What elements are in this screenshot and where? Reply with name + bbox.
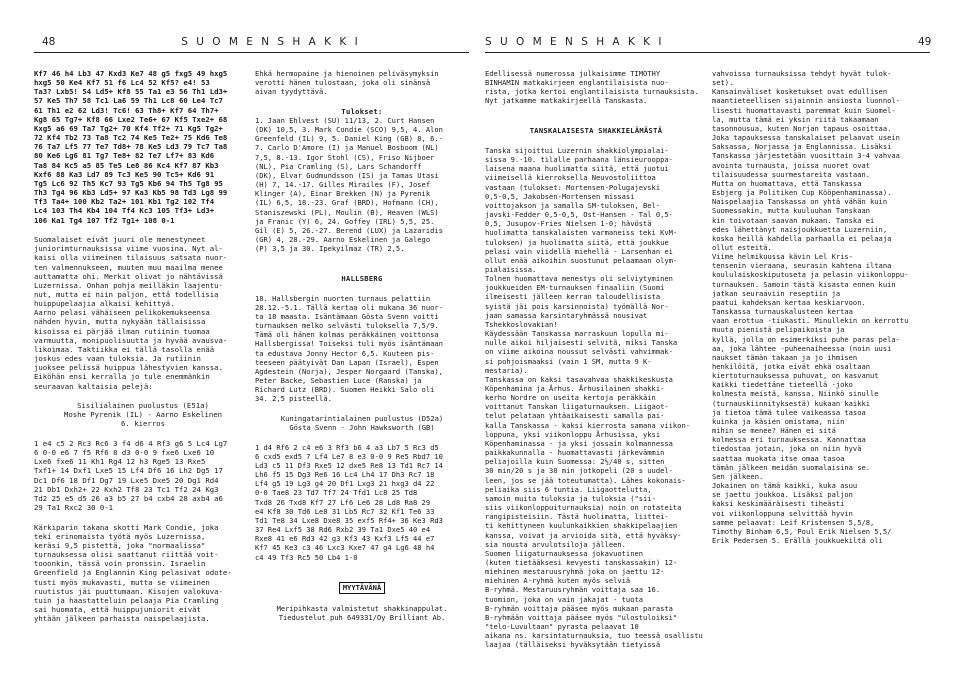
results-list-line: 7. Carlo D'Amore (I) ja Manuel Bosboom (NL)	[255, 143, 439, 153]
paragraph-hallsberg-line: 18. Hallsbergin nuorten turnaus pelattiin	[255, 293, 431, 303]
paragraph-tanska-body-line: telut pelataan yhtäaikaisesti samalla pai-	[485, 411, 665, 421]
paragraph-tanska-body-line: Tanska sijoittui Luzernin shakkiolympialai-	[485, 145, 669, 155]
paragraph-tanska-continued-line: kaksi keskimääräisesti tiheästi	[712, 499, 845, 509]
paragraph-junior-results-line: likoimaa. Taktiikka ei tällä tasolla enää	[34, 344, 215, 354]
paragraph-tanska-continued-line: edes lähettänyt naisjoukkuetta Luzerniin,	[712, 224, 888, 234]
game-heading-line: Moshe Pyrenik (IL) - Aarno Eskelinen	[63, 410, 223, 420]
game-moves-continuation-line: 72 Kf4 Tb2 73 Ta8 Tc2 74 Ke5 Te2+ 75 Kd6 Te8	[34, 133, 228, 143]
paragraph-junior-results-line: kaisi olla viimeinen tilaisuus satsata nuor-	[34, 253, 228, 263]
paragraph-tanska-body-line: miehinen A-ryhmä kuten myös selviä	[485, 576, 631, 586]
game-heading	[255, 414, 469, 432]
paragraph-tanska-continued-line: la, mutta tämä ei yksin riitä takaamaan	[712, 114, 879, 124]
paragraph-tanska-body-line: huolimatta tanskalaisten varmaneiss teki KvM-	[485, 228, 678, 238]
spacer	[255, 283, 469, 293]
paragraph-hallsberg-line: Richard Lutz (BRD). Suomen Heikki Salo oli	[255, 385, 435, 395]
paragraph-tanska-body-line: B-ryhmään voittaja pääsee myös "ulostuloiksi"	[485, 612, 678, 622]
paragraph-tanska-body-line: viimeisellä kierroksella Neuvostoliittoa	[485, 173, 656, 183]
paragraph-tanska-continued-line: Tanskassa turnauskalusteen kertaa	[712, 307, 853, 317]
results-list-line: Gil (E) 5, 26.-27. Berend (LUX) ja Lazaridis	[255, 225, 443, 235]
paragraph-tanska-body-line: miehinen mestaruusryhmä joka on jaettu 12-	[485, 567, 665, 577]
game-moves-pyrenik-eskelinen	[34, 439, 252, 512]
right-page-number: 49	[918, 36, 932, 48]
paragraph-tanska-continued-line: koululaiskoskiputuseta ja pelasin viikonloppu-	[712, 270, 909, 280]
ad-heading-wrap	[255, 582, 469, 593]
game-moves-continuation-line: Ta3? Lxb5! 54 Ld5+ Kf8 55 Ta1 e3 56 Th1 Ld3+	[34, 87, 228, 97]
paragraph-tanska-body-line: Köpenhaminassa - ja yksi jossain kolmannessa	[485, 438, 673, 448]
paragraph-intro-line: Edellisessä numerossa julkaisimme TIMOTHY	[485, 69, 661, 78]
paragraph-tanska-continued-line: (turnauskiinnityksestä) kukaan kaikki	[712, 398, 871, 408]
paragraph-tanska-continued-line: turnauksen. Samoin tästä kisasta ennen kuin	[712, 279, 896, 289]
game-moves-continuation-line: Tg5 Lc6 92 Th5 Kc7 93 Tg5 Kb6 94 Th5 Tg8 95	[34, 178, 223, 188]
paragraph-hallsberg-line: ta 18 maasta. Isäntämaan Gösta Svenn voitti	[255, 312, 439, 321]
paragraph-junior-results-line: juniorimturnauksissa viime vuosina. Nyt al-	[34, 244, 223, 254]
paragraph-hallsberg-line: 28.12.-5.1. Tällä kertaa oli mukana 36 nuor-	[255, 302, 443, 312]
game-moves-pyrenik-eskelinen-line: Lxe6 fxe6 11 Kh1 Rg4 12 h3 Rge5 13 Rxe5	[34, 457, 206, 467]
left-page-number: 48	[42, 36, 56, 48]
paragraph-junior-results-line: Aarno pelasi vähäiseen pelikokemukseensa	[34, 308, 210, 318]
paragraph-tanska-continued-line: vaan erottua -tiukasti. Minullekin on kerrottu	[712, 316, 909, 326]
paragraph-intro-line: aivan tyydyttävä.	[255, 87, 328, 97]
game-moves-svenn-hawksworth-line: c4 49 Tf3 Rc5 50 Lb4 1-0	[255, 552, 358, 562]
paragraph-tanska-body-line: kerho Nordre on useita kertoja peräkkäin	[485, 393, 656, 403]
paragraph-condie-line: tuin ja haastatteluin pelaaja Pia Cramling	[34, 595, 219, 605]
paragraph-tanska-body-line: pelasi vain viidellä miehellä - Larsenhan ei	[485, 246, 673, 256]
paragraph-junior-results-line: nut, mutta ei niin paljon, että todellisia	[34, 289, 219, 299]
paragraph-tanska-continued-line: samme pelaavat: Leif Kristensen 5,5/8,	[712, 517, 875, 527]
paragraph-tanska-continued-line: saattaa muokata itse omaa tasoa	[712, 453, 845, 463]
paragraph-tanska-body-line: aikana ns. karsintaturnauksia, tuo teessä osallistu	[485, 631, 703, 641]
paragraph-junior-results-line: kisoissa ei pärjää ilman rutiinin tuomaa	[34, 326, 210, 336]
paragraph-tanska-continued-line: paatui kahdeksan kertaa keskiarvoon.	[712, 297, 866, 307]
paragraph-tanska-body-line: sia nousta arvulotsiloja jälleen.	[485, 539, 626, 549]
game-moves-svenn-hawksworth-line: 6 cxd5 exd5 7 Lf4 Le7 8 e3 0-0 9 Re5 Rbd7 10	[255, 451, 443, 461]
results-list	[255, 116, 469, 253]
game-moves-svenn-hawksworth-line: Ld3 c5 11 Df3 Rxe5 12 dxe5 Re8 13 Td1 Rc7 14	[255, 460, 443, 470]
paragraph-tanska-body-line: paikkakunnalla - huomattavasti järkevämmin	[485, 448, 665, 458]
paragraph-tanska-continued-line: tilaisuudessa suurmestareita vastaan.	[712, 169, 871, 179]
ad-heading: MYYTÄVÄNÄ	[339, 582, 385, 593]
left-header-rule	[34, 52, 469, 53]
game-moves-pyrenik-eskelinen-line: 21 Db1 Dxh2+ 22 Kxh2 Tf8 23 Tc1 Tf2 24 Kg3	[34, 484, 219, 494]
paragraph-junior-results-line: Luzernissa. Onhan pohja meilläkin laajentu-	[34, 280, 223, 290]
paragraph-tanska-continued-line: kolmesta meistä, kanssa. Niinkö sinulle	[712, 389, 879, 399]
paragraph-tanska-continued-line: set).	[712, 78, 734, 88]
paragraph-tanska-body-line: syistä jäi pois karsinnoista) työmällä Nor-	[485, 301, 669, 311]
paragraph-hallsberg	[255, 294, 469, 404]
game-moves-svenn-hawksworth-line: Lf4 g5 19 Lg3 g4 20 Df1 Lxg3 21 hxg3 d4 22	[255, 479, 435, 489]
paragraph-tanska-continued-line: mihin se menee? Hänen ei sitä	[712, 426, 836, 436]
game-moves-svenn-hawksworth-line: 0-0 Tae8 23 Td7 Tf7 24 Tfd1 Lc8 25 Td8	[255, 488, 418, 498]
game-heading-line: Sisilialainen puolustus (E51a)	[77, 401, 209, 411]
paragraph-tanska-continued-line: Tanskassa järjestetään vuosittain 3-4 vahvaa	[712, 151, 900, 161]
spacer	[255, 432, 469, 442]
paragraph-tanska-body-line: B-ryhmä. Mestaruusryhmän voittaja saa 16.	[485, 585, 661, 595]
paragraph-tanska-body-line: kalla Tanskassa - kaksi kierrosta samana viikon-	[485, 420, 690, 430]
paragraph-tanska-body-line: laajaa (tälläiseksi hyväksytään tietyissä	[485, 640, 661, 650]
paragraph-condie-line: teki erinomaista työtä myös Luzernissa,	[34, 531, 206, 541]
paragraph-junior-results-line: seuraavan kaltaisia pelejä:	[34, 381, 153, 391]
paragraph-tanska-body-line: on viime aikoina noussut selvästi vahvimmak-	[485, 347, 673, 357]
paragraph-tanska-body-line: sissa 9.-10. tilalle parhaana länsieurooppa-	[485, 155, 673, 165]
paragraph-tanska-continued-line: se jaettu joukkoa. Lisäksi paljon	[712, 490, 853, 500]
spacer	[34, 429, 252, 439]
paragraph-tanska-continued-line: Jokainen on tämä kaikki, kuka asuu	[712, 481, 858, 491]
spacer	[255, 96, 469, 106]
paragraph-tanska-body-line: ilmeisesti jälleen kerran taloudellisista	[485, 292, 661, 302]
game-moves-pyrenik-eskelinen-line: Td2 25 e5 d5 26 a3 b5 27 b4 cxb4 28 axb4 a6	[34, 493, 223, 503]
results-list-line: Staniszewski (PL), Moulin (B), Heaven (WLS)	[255, 207, 439, 217]
paragraph-tanska-body-line: Käydessään Tanskassa marraskuun lopulla mi-	[485, 329, 669, 339]
paragraph-condie-line: tooonkin, tässä voin pronssin. Israelin	[34, 559, 206, 569]
paragraph-tanska-body-line: mestaria).	[485, 365, 528, 375]
paragraph-intro	[255, 69, 469, 96]
spacer	[34, 225, 252, 235]
paragraph-condie-line: Kärkiparin takana skotti Mark Condie, joka	[34, 522, 219, 532]
paragraph-tanska-body-line: peliajoilla kuin Suomessa: 2½/40 s, sitten	[485, 457, 665, 467]
game-moves-continuation-line: Kg8 65 Tg7+ Kf8 66 Lxe2 Te6+ 67 Kf5 Txe2+ 68	[34, 114, 228, 124]
game-moves-svenn-hawksworth-line: Kf7 45 Ke3 c3 46 Lxc3 Kxe7 47 g4 Lg6 48 h4	[255, 543, 435, 553]
game-moves-continuation-line: 57 Ke5 Th7 58 Tc1 La6 59 Th1 Lc8 60 Le4 Tc7	[34, 96, 223, 106]
paragraph-hallsberg-line: Agdestein (Norja), Jesper Norgaard (Tanska),	[255, 366, 443, 376]
paragraph-intro-line: rista, jotka kertoi englantilaisista turnauksista.	[485, 87, 699, 97]
paragraph-tanska-body-line: tuomion, joka on vain jakajat - tuota	[485, 594, 644, 604]
hallsberg-heading: HALLSBERG	[341, 274, 383, 284]
game-moves-continuation-line: Tf3 Ta4+ 100 Kb2 Ta2+ 101 Kb1 Tg2 102 Tf4	[34, 197, 215, 207]
paragraph-tanska-body-line: ti kehittyneen kuulunkaikkien shakkipelaajien	[485, 521, 678, 531]
game-moves-svenn-hawksworth	[255, 443, 469, 562]
paragraph-condie-line: tusti myös mukavasti, mutta se viimeinen	[34, 577, 210, 587]
paragraph-tanska-continued-line: kiertoturnauksessa puhuvat, on kasvanut	[712, 371, 879, 381]
paragraph-intro	[485, 69, 707, 106]
paragraph-tanska-continued-line: maantieteellisen sijainnin ansiosta luonnol-	[712, 96, 900, 106]
paragraph-tanska-continued-line: kolmessa eri turnauksessa. Kannattaa	[712, 435, 866, 445]
paragraph-tanska-continued-line: kuinka ja käsien omistama, niin	[712, 416, 845, 426]
spacer	[255, 594, 469, 604]
paragraph-tanska-body-line: siis viikonloppuiturnauksia) noin on rotateita	[485, 503, 682, 513]
paragraph-junior-results-line: Suomalaiset eivät juuri ole menestyneet	[34, 235, 206, 245]
paragraph-junior-results-line: juoksee pelissä huippua lähestyvien kanssa.	[34, 363, 223, 373]
results-list-line: ja Franic (Y) 6, 24. Goffey (IRL) 5,5, 25.	[255, 216, 435, 226]
game-moves-pyrenik-eskelinen-line: 29 Ta1 Rxc2 30 0-1	[34, 503, 114, 513]
paragraph-condie-line: Greenfield ja Englannin King pelasivat odote-	[34, 568, 232, 578]
paragraph-junior-results-line: joskus edes vaan tuloksia. Ja rutiinin	[34, 354, 201, 364]
game-moves-continuation-line: Kf7 46 h4 Lb3 47 Kxd3 Ke7 48 g5 fxg5 49 hxg5	[34, 69, 228, 78]
game-heading-line: Gösta Svenn - John Hawksworth (GB)	[289, 423, 435, 433]
paragraph-tanska-body-line: rangipisteisiin. Tästä huolimatta, liittei-	[485, 512, 669, 522]
game-moves-svenn-hawksworth-line: Txd8 26 Txd8 Kf7 27 Lf6 Le6 28 Ld8 Ra8 29	[255, 497, 431, 507]
ad-text-line: Meripihkasta valmistetut shakkinappulat.	[276, 604, 448, 614]
paragraph-tanska-body-line: voittojakson ja samalla SM-tuloksen, Bel-	[485, 200, 661, 210]
results-list-line: (DK) 10,5, 3. Mark Condie (SCO) 9,5, 4. Alon	[255, 125, 443, 135]
section-heading-tanska: TANSKALAISESTA SHAKKIELÄMÄSTÄ	[529, 126, 663, 136]
spacer	[255, 562, 469, 572]
paragraph-junior-results-line: auttamatta ohi. Merkit olivat jo nähtävissä	[34, 271, 223, 281]
spacer	[255, 264, 469, 274]
results-list-line: (P) 3,5 ja 30. Ipekyilmaz (TR) 2,5.	[255, 244, 405, 254]
game-moves-pyrenik-eskelinen-line: Dc1 Df6 18 Df1 Dg7 19 Lxe5 Dxe5 20 Dg1 Rd4	[34, 475, 219, 485]
paragraph-tanska-continued-line: avointa turnausta, joissa nuoret ovat	[712, 160, 871, 170]
paragraph-tanska-body	[485, 146, 707, 650]
game-heading	[34, 401, 252, 428]
paragraph-tanska-body-line: kanssa, voivat ja arvioida sitä, että hyväksy-	[485, 530, 682, 540]
paragraph-condie-line: sai huomata, että huippujuniorit eivät	[34, 605, 201, 614]
paragraph-tanska-body-line: Köpenhamina ja Århus. Århusilainen shakki-	[485, 384, 665, 394]
game-moves-pyrenik-eskelinen-line: 1 e4 c5 2 Rc3 Rc6 3 f4 d6 4 Rf3 g6 5 Lc4 Lg7	[34, 438, 228, 448]
paragraph-tanska-body-line: Tshekkoslovakian!	[485, 319, 558, 329]
paragraph-intro-line: verotti hänen tulostaan, joka oli sinänsä	[255, 78, 431, 88]
game-moves-pyrenik-eskelinen-line: Txf1+ 14 Dxf1 Lxe5 15 Lf4 Df6 16 Lh2 Dg5 17	[34, 466, 223, 476]
paragraph-tanska-body-line: "telo-Luvultaan" pyrasta pelaavat 10	[485, 622, 639, 632]
right-magazine-title: S U O M E N S H A K K I	[485, 36, 664, 48]
game-moves-pyrenik-eskelinen-line: 6 0-0 e6 7 f5 Rf6 8 d3 0-0 9 fxe6 Lxe6 10	[34, 448, 215, 458]
paragraph-tanska-continued-line: voi viikonloppuna selvittää hyvin	[712, 508, 853, 518]
paragraph-hallsberg-line: teeseen päätyivät Dan Lapan (Israel), Espen	[255, 357, 439, 367]
results-list-line: (H) 7, 14.-17. Gilles Mirailes (F), Josef	[255, 180, 431, 190]
paragraph-tanska-continued-line: jatkan seuraaviin reseptiin ja	[712, 288, 841, 298]
game-moves-svenn-hawksworth-line: Td1 Te8 34 Lxe8 Dxe8 35 exf5 Rf4+ 36 Ke3 Rd3	[255, 515, 443, 525]
spacer	[485, 136, 707, 146]
game-moves-continuation-line: Th3 Tg4 96 Kb3 Ld5+ 97 Ka3 Kb5 98 Td3 Lg8 99	[34, 188, 228, 198]
paragraph-tanska-continued-line: Saksassa, Norjassa ja Englannissa. Lisäksi	[712, 142, 892, 152]
paragraph-tanska-continued-line: Erik Pedersen 5. Erällä joukkuekiltä oli	[712, 535, 883, 545]
results-list-line: (IL) 6,5, 18.-23. Graf (BRD), Hofmann (CH),	[255, 198, 439, 208]
left-page-header	[34, 36, 360, 48]
paragraph-tanska-continued-line: koska heillä kahdella parhaalla ei pelaaja	[712, 233, 892, 243]
results-list-line: (DK), Elvar Gudmundsson (IS) ja Tamas Utasi	[255, 170, 439, 180]
paragraph-tanska-continued-line: tämän jälkeen meidän suomalaisina se.	[712, 462, 871, 472]
paragraph-tanska-continued-line: muuta pienistä pelipaikoista ja	[712, 325, 845, 335]
paragraph-tanska-body-line: 0,5-0,5, Jakobsen-Mortensen missasi	[485, 191, 635, 201]
paragraph-condie	[34, 523, 252, 624]
game-moves-svenn-hawksworth-line: e4 Kf8 30 Td6 Le8 31 Lb5 Rc7 32 Kf1 Te6 33	[255, 506, 435, 516]
game-moves-continuation-line: Ta8 84 Kc5 a5 85 Te5 Le8 86 Kc4 Kf7 87 Kb3	[34, 160, 219, 170]
column-3	[485, 69, 707, 669]
paragraph-tanska-continued-line: Mutta on huomattava, että Tanskassa	[712, 178, 862, 188]
spacer	[485, 116, 707, 126]
spacer	[255, 572, 469, 582]
paragraph-tanska-continued-line: Sen jälkeen.	[712, 471, 764, 481]
game-moves-continuation-line: hxg5 50 Ke4 Kf7 51 f6 Lc4 52 Kf5? e4! 53	[34, 78, 210, 88]
paragraph-hallsberg-line: Tämä oli hänen kolmas peräkkäinen voittonsa	[255, 330, 439, 340]
paragraph-tanska-body-line: Suomen liigaturnauksessa jokavuotinen	[485, 548, 644, 558]
results-list-line: Klinger (A), Einar Brekken (N) ja Pyrenik	[255, 189, 431, 199]
paragraph-tanska-body-line: pialaisissa.	[485, 264, 537, 274]
game-moves-svenn-hawksworth-line: Rxe8 41 e6 Rd3 42 g3 Kf3 43 Kxf3 Lf5 44 e7	[255, 534, 435, 544]
game-moves-continuation-line: 80 Ke6 Lg6 81 Tg7 Te8+ 82 Te7 Lf7+ 83 Kd6	[34, 151, 215, 161]
spacer	[34, 512, 252, 522]
paragraph-tanska-body-line: Tanskassa on kaksi tasavahvaa shakkikeskusta	[485, 374, 673, 384]
paragraph-tanska-body-line: tuloksen) ja huolimatta siitä, että joukkue	[485, 237, 669, 247]
left-magazine-title: S U O M E N S H A K K I	[181, 36, 361, 48]
column-2	[255, 69, 469, 669]
results-list-line: (GR) 4, 28.-29. Aarno Eskelinen ja Galego	[255, 235, 431, 245]
game-moves-continuation-line: 61 Th1 e2 62 Ld3! Tc6! 63 Th8+ Kf7 64 Th7+	[34, 105, 219, 115]
paragraph-tanska-continued-line: Suomessakin, mutta kuuluuhan Tanskaan	[712, 206, 871, 216]
paragraph-tanska-body-line: loppuna, yksi viikonloppu Århusissa, yksi	[485, 429, 661, 439]
spacer	[34, 391, 252, 401]
game-heading-line: 6. kierros	[121, 419, 165, 429]
paragraph-tanska-continued-line: lisesti huomattavasti paremmat kuin Suomel-	[712, 105, 896, 115]
paragraph-tanska-continued-line: tasonnousua, kuten Norjan tapaus osoittaa.	[712, 123, 892, 133]
game-moves-svenn-hawksworth-line: Lh6 f5 15 Dg3 Re6 16 Lc4 Lh4 17 Dh3 Rc7 18	[255, 470, 435, 480]
game-moves-svenn-hawksworth-line: 37 Re4 Lxf5 38 Rd6 Rxb2 39 Ta1 Dxe5 40 e4	[255, 525, 431, 535]
game-moves-continuation-line: Kxf6 88 Ka3 Ld7 89 Tc3 Ke5 90 Tc5+ Kd6 91	[34, 169, 215, 179]
spacer	[255, 253, 469, 263]
paragraph-condie-line: keräsi 9,5 pistettä, joka "normaalissa"	[34, 540, 206, 550]
paragraph-tanska-continued-line: kaikki tiedettäne tieteellä -joko	[712, 380, 853, 390]
paragraph-tanska-continued-line: tensenin vieraana, seurasin kahtena iltana	[712, 261, 892, 271]
paragraph-tanska-continued-line: aa, joka lähtee -puheenaiheessa (noin uusi	[712, 343, 892, 353]
right-page-number-wrap	[918, 36, 931, 48]
game-moves-continuation	[34, 69, 252, 225]
paragraph-tanska-continued-line: Esbjerg ja Politiken Cup Kööpenhaminassa).	[712, 188, 892, 198]
paragraph-tanska-body-line: ollut enää aikoihin suostunut pelaamaan olym-	[485, 255, 678, 265]
paragraph-tanska-body-line: vastaan (tulokset: Mortensen-Polugajevski	[485, 182, 661, 192]
paragraph-tanska-body-line: samoin muita tuloksia ja tuloksia ("sii-	[485, 493, 656, 503]
results-list-line: (NL), Pia Cramling (S), Lars Schandorff	[255, 161, 422, 171]
paragraph-condie-line: turnauksessa olisi saattanut riittää voit-	[34, 550, 219, 560]
paragraph-intro-line: BINHAMIN matkakirjeen englantilaisista nuo-	[485, 78, 669, 88]
paragraph-tanska-continued-line: ollut esteitä.	[712, 242, 772, 252]
ad-text	[255, 604, 469, 622]
paragraph-tanska-continued-line: kyllä, jolla on esimerkiksi puhe paras pela-	[712, 334, 900, 344]
paragraph-tanska-body-line: joukkueiden EM-turnauksen finaaliin (Suomi	[485, 283, 665, 293]
paragraph-hallsberg-line: Peter Backe, Sebastien Luce (Ranska) ja	[255, 376, 422, 386]
paragraph-junior-results-line: Eiköhän ensi kerralla jo tule enemmänkin	[34, 372, 210, 382]
paragraph-junior-results	[34, 235, 252, 391]
column-1	[34, 69, 252, 669]
spacer	[485, 106, 707, 116]
game-moves-continuation-line: 106 Ka1 Tg4 107 Tf2 Tg1+ 108 0-1	[34, 215, 175, 225]
paragraph-junior-results-line: varmuutta, monipuolisuutta ja hyvää avausva-	[34, 335, 228, 345]
spacer	[255, 404, 469, 414]
paragraph-tanska-continued-line: ja tietoa tämä tulee vaikeassa tasoa	[712, 407, 866, 417]
paragraph-tanska-body-line: 30 min/20 s ja 30 min jotkopeli (20 s uudel-	[485, 466, 673, 476]
paragraph-tanska-body-line: B-ryhmän voittaja pääsee myös mukaan parasta	[485, 603, 673, 613]
right-page-header	[485, 36, 664, 48]
paragraph-tanska-body-line: Tolnen huomattava menestys oli selviytyminen	[485, 274, 673, 284]
game-moves-continuation-line: 76 Ta7 Lf5 77 Te7 Td8+ 78 Ke5 Ld3 79 Tc7 Ta8	[34, 142, 228, 152]
paragraph-tanska-continued-line: tiedostaa jotain, joka on niin hyvä	[712, 444, 862, 454]
paragraph-tanska-continued	[712, 69, 934, 545]
paragraph-hallsberg-line: 34. 2,5 pisteellä.	[255, 394, 332, 404]
paragraph-condie-line: yhtään jälkeen parhaista naispelaajista.	[34, 614, 210, 624]
paragraph-tanska-continued-line: Viime helmikuussa kävin Lel Kris-	[712, 252, 853, 262]
paragraph-tanska-body-line: si pohjoismaaksi (vain 1 SM, mutta 9 K-	[485, 356, 652, 366]
paragraph-tanska-continued-line: henkilöitä, jotka eivät ehkä osaltaan	[712, 362, 871, 371]
paragraph-intro-line: Nyt jatkamme matkakirjeellä Tanskasta.	[485, 96, 648, 106]
ad-text-line: Tiedustelut puh 649331/Oy Brilliant Ab.	[278, 613, 446, 623]
paragraph-tanska-body-line: peliaika siis 6 tuntia. Liigaottelutta,	[485, 484, 652, 494]
paragraph-tanska-continued-line: Joka tapauksessa tanskalaiset pelaavat usein	[712, 133, 900, 143]
paragraph-junior-results-line: nähden hyvin, mutta nykyään tällaisissa	[34, 317, 206, 327]
paragraph-condie-line: ruutistus jäi puuttumaan. Kisojen valokuva-	[34, 586, 223, 596]
paragraph-tanska-continued-line: kin toivotaan saavan mukaan. Tanska ei	[712, 215, 875, 225]
results-heading: Tulokset:	[341, 106, 383, 116]
paragraph-tanska-body-line: laisena maana huolimatta siitä, että juotui	[485, 164, 669, 174]
game-moves-svenn-hawksworth-line: 1 d4 Rf6 2 c4 e6 3 Rf3 b6 4 a3 Lb7 5 Rc3 d5	[255, 442, 439, 452]
paragraph-tanska-body-line: javski-Fedder 0,5-0,5, Ost-Hansen - Tal 0,5-	[485, 210, 673, 220]
paragraph-intro-line: Ehkä hermopaine ja hienoinen peliväsymyksin	[255, 69, 439, 78]
game-heading-line: Kuningatarintialainen puolustus (D52a)	[280, 413, 444, 423]
paragraph-tanska-body-line: jaan samassa karsintaryhmässä nousivat	[485, 310, 648, 320]
game-moves-continuation-line: Lc4 103 Th4 Kb4 104 Tf4 Kc3 105 Tf3+ Ld3+	[34, 206, 215, 216]
paragraph-junior-results-line: ten valmennukseen, muuten muu maailma menee	[34, 262, 223, 272]
paragraph-tanska-body-line: nulle aikoi hiljaisesti selvitä, miksi Tanska	[485, 338, 678, 348]
paragraph-hallsberg-line: Hallsbergissa! Toiseksi tuli myös isäntämaan	[255, 339, 443, 349]
results-list-line: Greenfeld (IL) 9, 5. Daniel King (GB) 8, 6.-	[255, 134, 443, 144]
paragraph-junior-results-line: huippupelaajia alkaisi kehittyä.	[34, 299, 175, 309]
paragraph-tanska-continued-line: Timothy Binham 6,5, Poul Erik Nielsen 5,5/	[712, 526, 892, 536]
paragraph-tanska-continued-line: vahvoissa turnauksissa tehdyt hyvät tulok-	[712, 69, 892, 78]
paragraph-tanska-continued-line: Naispelaajia Tanskassa on yhtä vähän kuin	[712, 197, 888, 207]
right-header-rule	[485, 52, 930, 53]
column-4	[712, 69, 934, 669]
paragraph-tanska-body-line: voittanut Tanskan liigaturnauksen. Liigaot-	[485, 402, 669, 412]
paragraph-tanska-body-line: (kuten tietääksesi kevyesti tanskassakin) 12-	[485, 557, 678, 567]
paragraph-tanska-body-line: 0,5, Jusupov-Fries Nielsen 1-0; hävöstä	[485, 219, 652, 229]
paragraph-hallsberg-line: turnauksen melko selvästi tuloksella 7,5/9.	[255, 321, 439, 331]
results-list-line: 7,5, 8.-13. Igor Stohl (CS), Friso Nijboer	[255, 152, 435, 162]
paragraph-tanska-continued-line: naukset tämän takaan ja jo ihmisen	[712, 352, 858, 362]
paragraph-tanska-body-line: leen, jos se jää toteutumatta). Lähes kokonais-	[485, 475, 686, 485]
game-moves-continuation-line: Kxg5 a6 69 Ta7 Tg2+ 70 Kf4 Tf2+ 71 Kg5 Tg2+	[34, 123, 223, 133]
paragraph-hallsberg-line: ta edustava Jonny Hector 6,5. Kuuteen pis-	[255, 348, 435, 358]
paragraph-tanska-continued-line: Kansainväliset kosketukset ovat edullisen	[712, 87, 888, 97]
results-list-line: 1. Jaan Ehlvest (SU) 11/13, 2. Curt Hansen	[255, 116, 435, 126]
